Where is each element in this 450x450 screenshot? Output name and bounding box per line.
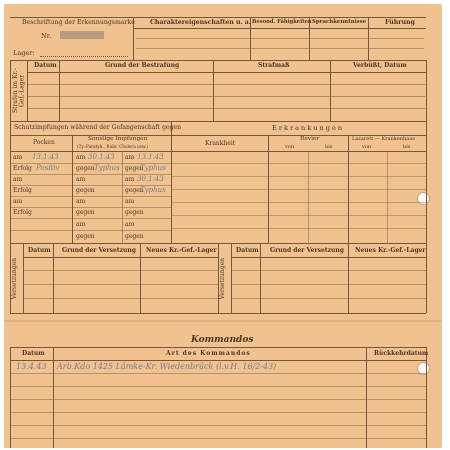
languages-header: Sprachkenntnisse — [312, 19, 367, 25]
vacc-row-4-other: gegen — [76, 187, 95, 194]
transfer-col-reason-right: Grund der Versetzung — [270, 247, 344, 254]
vaccination-col-other-sub: (Ty.-Paratyh., Ruhr, Cholera usw.) — [77, 144, 149, 149]
vacc-row-7-other2: am — [125, 221, 135, 228]
hw-other2-date: 13.1.43 — [137, 153, 164, 161]
character-header: Charaktereigenschaften u. a. — [150, 19, 251, 26]
illness-hospital-to: bis — [403, 144, 411, 150]
punishments-side-label: Strafen im Kr.-Gef.-Lager — [12, 68, 26, 114]
illness-col-illness: Krankheit — [205, 140, 236, 147]
vacc-row-2-pocken: Erfolg — [13, 165, 32, 172]
recognition-mark-label: Beschriftung der Erkennungsmarke — [22, 19, 135, 26]
hw-other3-against: Typhus — [140, 186, 166, 194]
special-skills-header: Besond. Fähigkeiten — [252, 19, 312, 25]
vacc-row-8-other2: gegen — [125, 233, 144, 240]
vaccination-col-other: Sonstige Impfungen — [88, 136, 148, 142]
hw-other2-against: Typhus — [140, 164, 166, 172]
transfer-col-reason-left: Grund der Versetzung — [62, 247, 136, 254]
redacted-number — [60, 31, 104, 39]
illness-col-sickbay: Revier — [300, 136, 320, 142]
vacc-row-4-other2: gegen — [125, 187, 144, 194]
transfers-side-label-left: Versetzungen — [11, 258, 18, 300]
kommando-col-date: Datum — [22, 350, 45, 357]
kommando-col-type: Art des Kommandos — [166, 350, 251, 357]
vaccinations-title: Schutzimpfungen während der Gefangenschaft gegen — [14, 124, 182, 131]
kommando-col-return: Rückkehrdatum — [374, 350, 429, 357]
card-paper — [4, 4, 442, 448]
camp-label: Lager: — [13, 49, 35, 57]
transfers-side-label-right: Versetzungen — [219, 258, 226, 300]
vacc-row-2-other2: gegen — [125, 165, 144, 172]
hw-kommando-entry: Arb.Kdo 1425 Lämke-Kr. Wiedenbrück (l.v.H. 16/2-43) — [57, 362, 277, 371]
punishment-col-sentence: Strafmaß — [258, 62, 290, 69]
vacc-row-6-other2: gegen — [125, 209, 144, 216]
hw-other1-date: 30.1.43 — [88, 153, 115, 161]
vaccination-col-pocken: Pocken — [33, 139, 55, 146]
transfer-col-camp-left: Neues Kr.-Gef.-Lager — [146, 247, 217, 254]
vacc-row-5-pocken: am — [13, 198, 23, 205]
punch-hole-upper — [417, 192, 430, 205]
illness-hospital-from: von — [362, 144, 372, 150]
hw-other1-against: Typhus — [94, 164, 120, 172]
vacc-row-5-other2: am — [125, 198, 135, 205]
illness-col-hospital: Lazarett — Krankenhaus — [352, 136, 415, 142]
punishment-col-date: Datum — [34, 62, 57, 69]
transfer-col-date-right: Datum — [236, 247, 259, 254]
transfer-col-camp-right: Neues Kr.-Gef.-Lager — [355, 247, 426, 254]
vacc-row-6-other: gegen — [76, 209, 95, 216]
illness-sickbay-from: von — [285, 144, 295, 150]
vacc-row-3-other2: am — [125, 176, 135, 183]
card-fold-line — [4, 320, 442, 322]
hw-kommando-date: 13.4.43 — [16, 362, 47, 371]
vacc-row-6-pocken: Erfolg — [13, 209, 32, 216]
vacc-row-1-other: am — [76, 154, 86, 161]
vacc-row-3-other: am — [76, 176, 86, 183]
vacc-row-5-other: am — [76, 198, 86, 205]
hw-pocken-result: Positiv — [36, 164, 60, 172]
illness-sickbay-to: bis — [325, 144, 333, 150]
illnesses-title: Erkrankungen — [272, 124, 345, 132]
vacc-row-8-other: gegen — [76, 233, 95, 240]
vacc-row-4-pocken: Erfolg — [13, 187, 32, 194]
transfer-col-date-left: Datum — [28, 247, 51, 254]
vacc-row-7-other: am — [76, 221, 86, 228]
kommandos-title: Kommandos — [191, 335, 254, 345]
vacc-row-1-other2: am — [125, 154, 135, 161]
camp-dotted-line — [40, 56, 128, 57]
vacc-row-1-pocken: am — [13, 154, 23, 161]
punishment-col-served: Verbüßt, Datum — [353, 62, 407, 69]
hw-other3-date: 30.1.43 — [137, 175, 164, 183]
vacc-row-3-pocken: am — [13, 176, 23, 183]
conduct-header: Führung — [385, 19, 415, 26]
vacc-row-2-other: gegen — [76, 165, 95, 172]
number-label: Nr. — [41, 32, 52, 40]
punishment-col-reason: Grund der Bestrafung — [105, 62, 180, 69]
hw-pocken-date: 13.1.43 — [32, 153, 59, 161]
